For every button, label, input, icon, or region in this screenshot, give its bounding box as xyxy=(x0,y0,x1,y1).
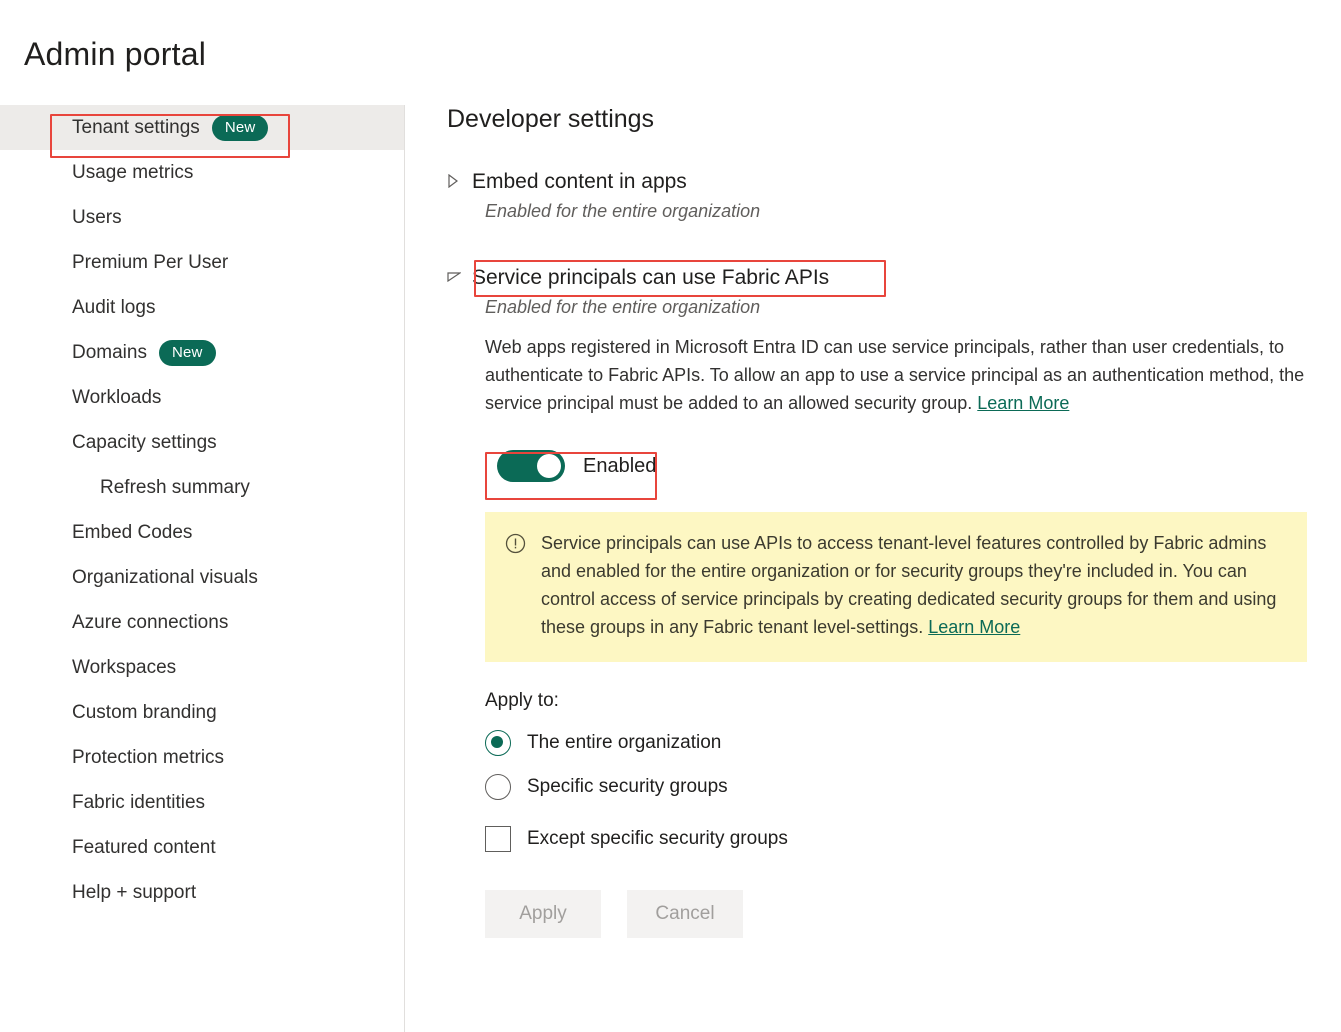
radio-icon-selected[interactable] xyxy=(485,730,511,756)
chevron-right-icon[interactable] xyxy=(447,174,469,188)
sidebar-item-capacity-settings[interactable] xyxy=(0,420,404,465)
sidebar-item-fabric-identities[interactable] xyxy=(0,780,404,825)
sidebar-item-refresh-summary[interactable] xyxy=(0,465,404,510)
sidebar-item-tenant-settings[interactable] xyxy=(0,105,404,150)
sidebar-item-help-support[interactable] xyxy=(0,870,404,915)
toggle-knob xyxy=(537,454,561,478)
info-banner-text xyxy=(541,530,1285,642)
sidebar xyxy=(0,105,405,1032)
checkbox-except-specific-security-groups[interactable] xyxy=(485,826,1315,852)
enabled-toggle[interactable] xyxy=(497,450,565,482)
radio-specific-security-groups[interactable] xyxy=(485,774,1315,800)
warning-icon xyxy=(505,533,527,559)
sidebar-item-label: Protection metrics xyxy=(72,746,225,768)
setting-embed-content-in-apps xyxy=(447,168,1327,222)
setting-body xyxy=(485,334,1315,937)
setting-title[interactable]: Embed content in apps xyxy=(472,170,687,193)
sidebar-item-featured-content[interactable] xyxy=(0,825,404,870)
sidebar-item-users[interactable] xyxy=(0,195,404,240)
enable-toggle-row[interactable] xyxy=(485,440,668,492)
setting-description-text: Web apps registered in Microsoft Entra ID can use service principals, rather than user credentials, to authenticate to Fabric APIs. To allow an app to use a service principal as an authentication method, the service principal must be added to an allowed security group. xyxy=(485,337,1305,414)
apply-button[interactable]: Apply xyxy=(485,890,601,938)
sidebar-item-label: Azure connections xyxy=(72,611,229,633)
sidebar-item-embed-codes[interactable] xyxy=(0,510,404,555)
sidebar-item-workspaces[interactable] xyxy=(0,645,404,690)
radio-entire-organization[interactable] xyxy=(485,730,1315,756)
sidebar-item-domains[interactable] xyxy=(0,330,404,375)
setting-service-principals-fabric-apis xyxy=(447,264,1327,937)
sidebar-item-label: Workspaces xyxy=(72,656,177,678)
sidebar-item-label: Embed Codes xyxy=(72,521,193,543)
checkbox-icon[interactable] xyxy=(485,826,511,852)
banner-learn-more-link[interactable]: Learn More xyxy=(928,616,1021,637)
section-heading: Developer settings xyxy=(447,105,655,133)
badge-new: New xyxy=(212,115,269,141)
main-content xyxy=(447,105,1327,960)
sidebar-item-label: Domains xyxy=(72,341,147,363)
badge-new: New xyxy=(159,340,216,366)
sidebar-item-label: Tenant settings xyxy=(72,116,200,138)
sidebar-item-label: Featured content xyxy=(72,836,216,858)
radio-icon[interactable] xyxy=(485,774,511,800)
sidebar-item-azure-connections[interactable] xyxy=(0,600,404,645)
sidebar-item-audit-logs[interactable] xyxy=(0,285,404,330)
radio-label: The entire organization xyxy=(527,731,722,753)
sidebar-item-organizational-visuals[interactable] xyxy=(0,555,404,600)
sidebar-item-label: Capacity settings xyxy=(72,431,217,453)
sidebar-item-usage-metrics[interactable] xyxy=(0,150,404,195)
sidebar-item-label: Fabric identities xyxy=(72,791,206,813)
setting-description xyxy=(485,334,1315,418)
sidebar-item-label: Organizational visuals xyxy=(72,566,258,588)
info-banner xyxy=(485,512,1307,662)
sidebar-item-workloads[interactable] xyxy=(0,375,404,420)
learn-more-link[interactable]: Learn More xyxy=(977,393,1070,414)
radio-label: Specific security groups xyxy=(527,775,728,797)
sidebar-item-label: Refresh summary xyxy=(100,476,250,498)
apply-to-label: Apply to: xyxy=(485,689,559,711)
sidebar-item-custom-branding[interactable] xyxy=(0,690,404,735)
button-row xyxy=(485,890,1315,938)
setting-title[interactable]: Service principals can use Fabric APIs xyxy=(472,266,830,290)
info-banner-message: Service principals can use APIs to access tenant-level features controlled by Fabric admins and enabled for the entire organization or for security groups they're included in. You can control access of service principals by creating dedicated security groups for them and using these groups in any Fabric tenant level-settings. xyxy=(541,533,1277,637)
checkbox-label: Except specific security groups xyxy=(527,827,788,849)
sidebar-item-label: Premium Per User xyxy=(72,251,229,273)
sidebar-item-label: Custom branding xyxy=(72,701,217,723)
toggle-label: Enabled xyxy=(583,454,657,477)
setting-status: Enabled for the entire organization xyxy=(485,297,761,318)
sidebar-item-label: Workloads xyxy=(72,386,162,408)
cancel-button[interactable]: Cancel xyxy=(627,890,743,938)
setting-status: Enabled for the entire organization xyxy=(485,201,761,222)
page-title: Admin portal xyxy=(24,36,207,72)
sidebar-item-label: Users xyxy=(72,206,122,228)
chevron-down-icon[interactable] xyxy=(447,270,469,282)
sidebar-item-label: Help + support xyxy=(72,881,197,903)
sidebar-item-label: Usage metrics xyxy=(72,161,194,183)
sidebar-item-protection-metrics[interactable] xyxy=(0,735,404,780)
sidebar-item-label: Audit logs xyxy=(72,296,156,318)
sidebar-item-premium-per-user[interactable] xyxy=(0,240,404,285)
